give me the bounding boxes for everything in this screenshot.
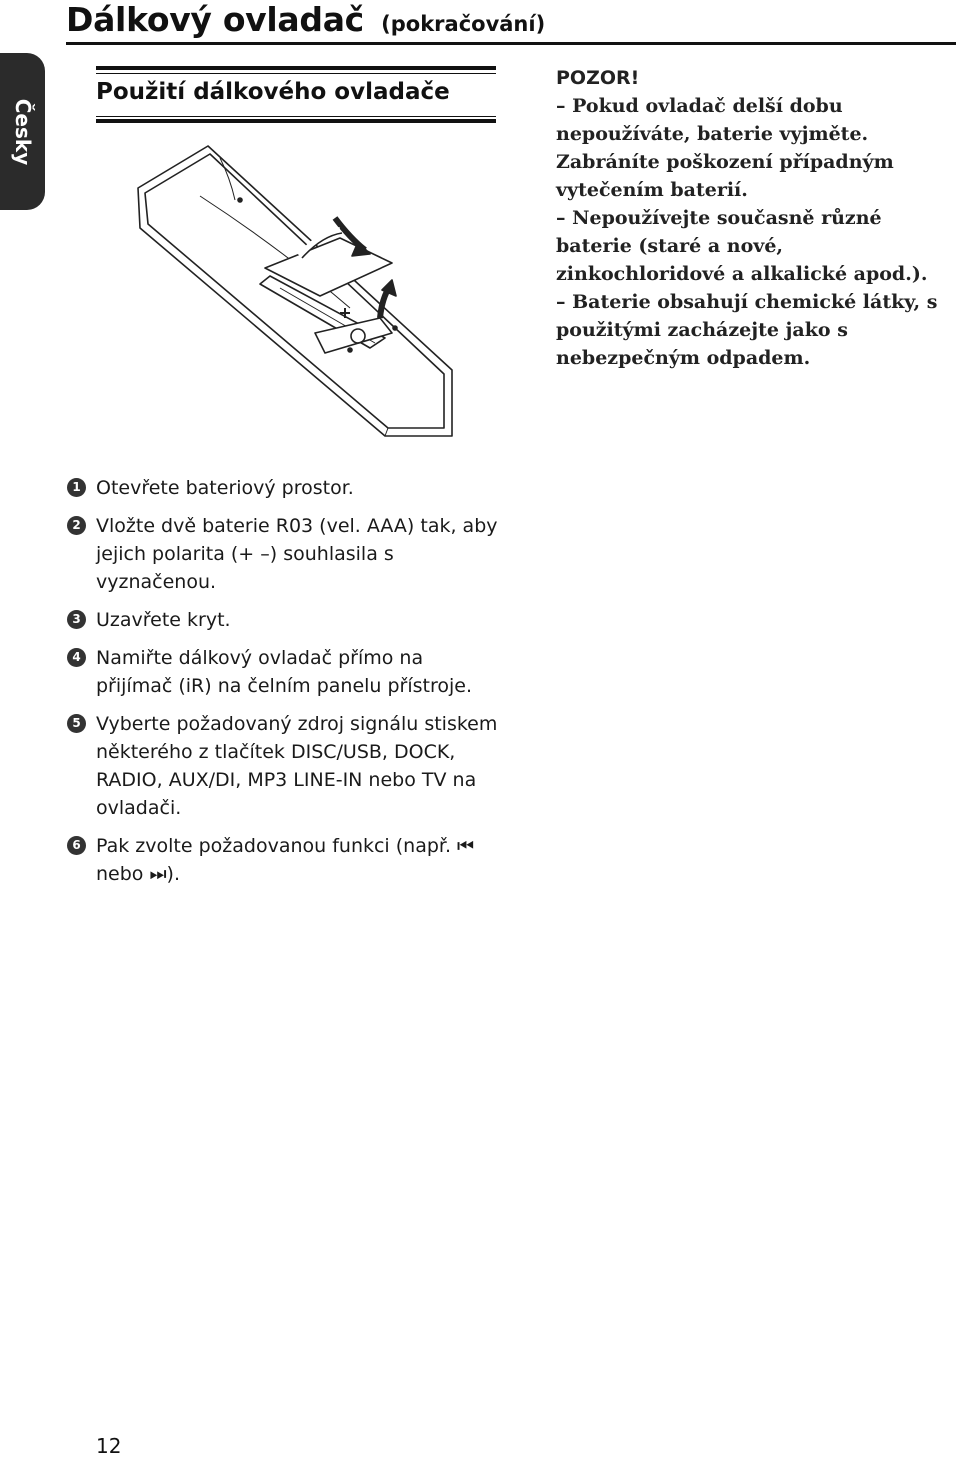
caution-item: – Baterie obsahují chemické látky, s použitými zacházejte jako s nebezpečným odpadem.	[556, 291, 938, 369]
step-text: Otevřete bateriový prostor.	[96, 477, 354, 499]
caution-box	[556, 64, 956, 372]
steps-list	[64, 474, 504, 898]
language-tab	[0, 53, 45, 210]
step-number: 6	[67, 836, 86, 855]
step-number: 4	[67, 648, 86, 667]
step-item	[64, 644, 504, 700]
remote-control-battery-illustration	[130, 138, 475, 438]
step-text: Vyberte požadovaný zdroj signálu stiskem některého z tlačítek DISC/USB, DOCK, RADIO, AUX/DI, MP3 LINE-IN nebo TV na ovladači.	[96, 713, 498, 819]
step-item	[64, 512, 504, 596]
step-item	[64, 606, 504, 634]
step-text: Uzavřete kryt.	[96, 609, 231, 631]
section-divider-bottom	[96, 119, 496, 123]
step-item	[64, 832, 504, 888]
section-heading: Použití dálkového ovladače	[96, 79, 450, 105]
page-title-main: Dálkový ovladač	[66, 0, 364, 39]
step-number: 1	[67, 478, 86, 497]
step-item	[64, 474, 504, 502]
section-divider-top-thin	[96, 73, 496, 74]
step-text: Namiřte dálkový ovladač přímo na přijímač (iR) na čelním panelu přístroje.	[96, 647, 473, 697]
step-text: Pak zvolte požadovanou funkci (např. ⏮ nebo ⏭).	[96, 835, 475, 885]
step-number: 2	[67, 516, 86, 535]
caution-title: POZOR!	[556, 67, 640, 89]
page-number: 12	[96, 1434, 122, 1458]
section-divider-top	[96, 66, 496, 70]
caution-item: – Nepoužívejte současně různé baterie (staré a nové, zinkochloridové a alkalické apod.).	[556, 207, 928, 285]
step-number: 3	[67, 610, 86, 629]
title-divider	[66, 42, 956, 45]
step-text: Vložte dvě baterie R03 (vel. AAA) tak, aby jejich polarita (+ –) souhlasila s vyznačenou.	[96, 515, 498, 593]
language-tab-label: Česky	[10, 98, 35, 165]
caution-item: – Pokud ovladač delší dobu nepoužíváte, baterie vyjměte. Zabráníte poškození případným vytečením baterií.	[556, 95, 894, 201]
section-divider-bottom-thin	[96, 116, 496, 117]
step-number: 5	[67, 714, 86, 733]
step-item	[64, 710, 504, 822]
page-title-subtitle: (pokračování)	[381, 12, 546, 36]
page-title	[66, 0, 545, 39]
